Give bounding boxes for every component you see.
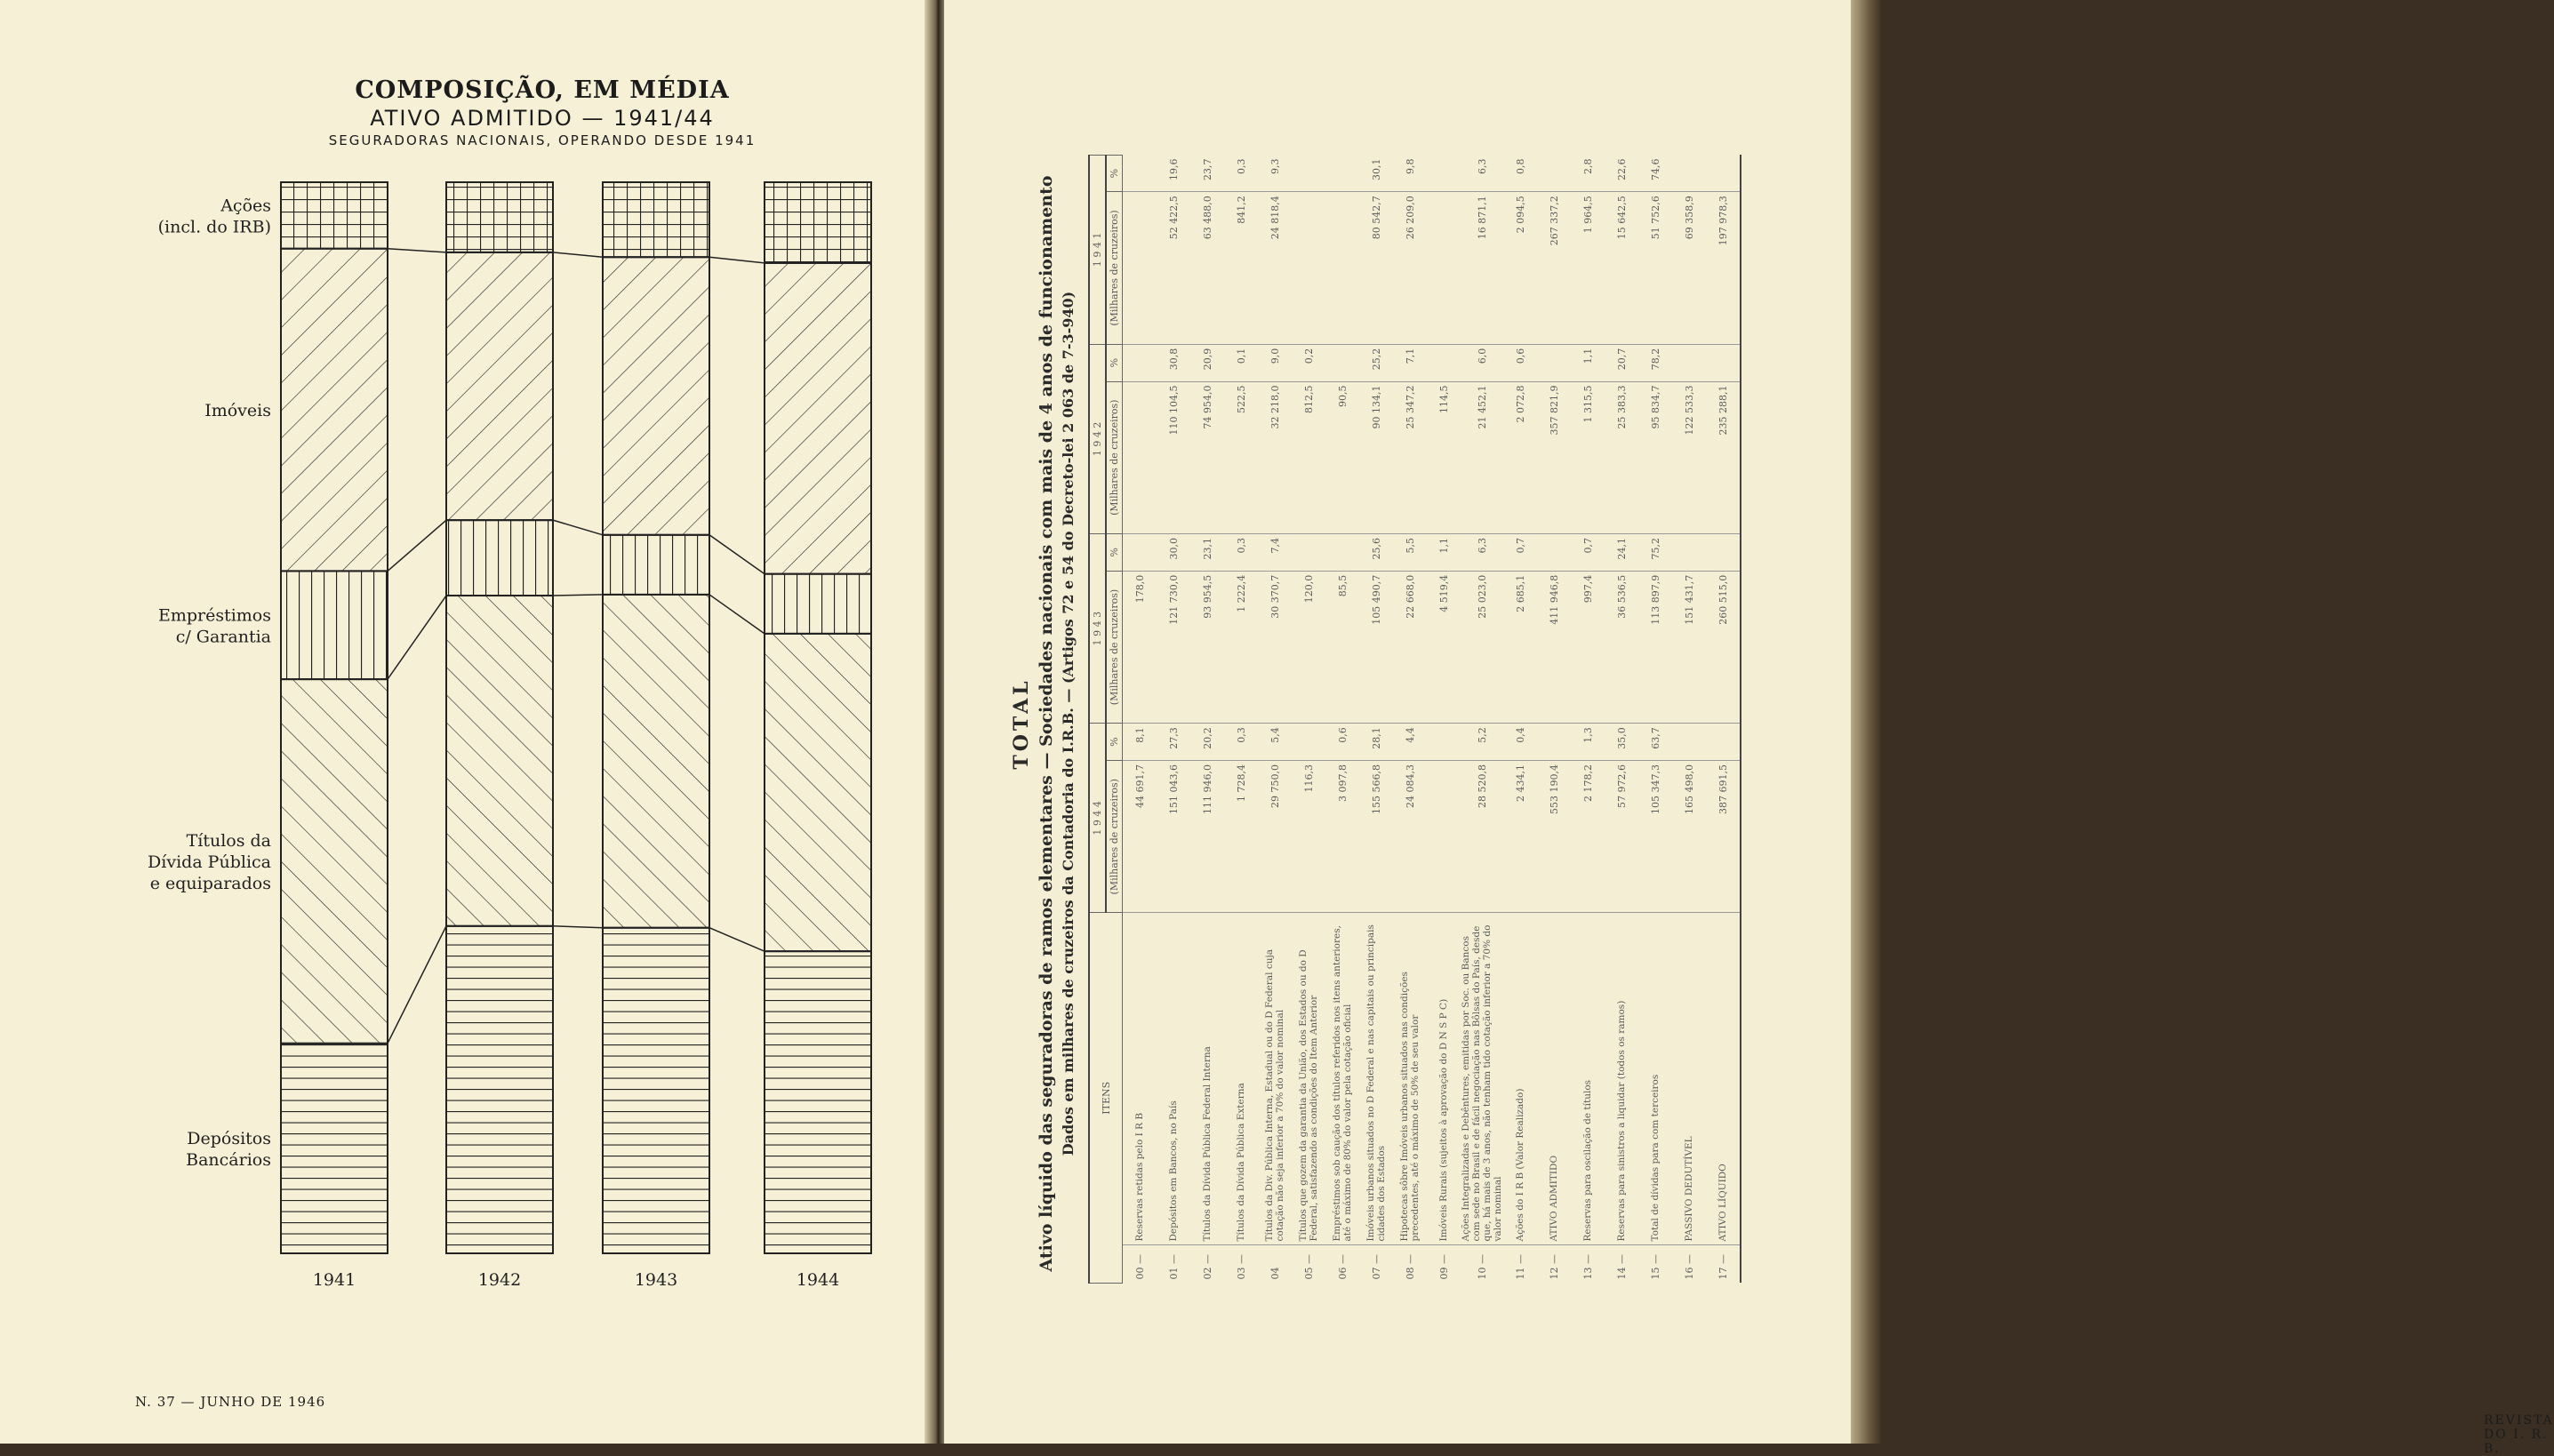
table-row [1427, 156, 1461, 1284]
cell-value: 63 488,0 [1190, 192, 1224, 344]
row-code: 10 — [1476, 1254, 1488, 1280]
cell-value: 24 818,4 [1258, 192, 1292, 344]
connector-line [553, 252, 603, 257]
bar-segment [446, 596, 553, 926]
col-header-items: ITENS [1089, 913, 1123, 1284]
col-header-value: (Milhares de cruzeiros) [1106, 381, 1123, 533]
cell-percent [1672, 724, 1706, 761]
cell-percent [1537, 344, 1571, 381]
cell-value: 553 190,4 [1537, 761, 1571, 913]
cell-value: 25 383,3 [1605, 381, 1638, 533]
table-row [1605, 156, 1638, 1284]
cell-value: 85,5 [1325, 571, 1359, 723]
cell-value: 25 347,2 [1393, 381, 1427, 533]
cell-percent: 5,5 [1393, 533, 1427, 571]
chart-title: COMPOSIÇÃO, EM MÉDIA [355, 76, 730, 104]
cell-value: 116,3 [1292, 761, 1325, 913]
cell-value: 2 072,8 [1503, 381, 1537, 533]
cell-value: 178,0 [1123, 571, 1157, 723]
row-code: 13 — [1581, 1254, 1594, 1280]
bar-segment [765, 574, 871, 634]
cell-value: 3 097,8 [1325, 761, 1359, 913]
col-header-year: 1 9 4 4 [1089, 724, 1106, 913]
cell-percent: 27,3 [1157, 724, 1190, 761]
cell-percent [1292, 724, 1325, 761]
bar-segment [281, 571, 388, 679]
table-row [1157, 156, 1190, 1284]
row-code: 16 — [1683, 1254, 1695, 1280]
cell-percent: 25,2 [1359, 344, 1393, 381]
cell-percent: 30,1 [1359, 156, 1393, 192]
cell-value: 105 347,3 [1638, 761, 1672, 913]
cell-percent: 35,0 [1605, 724, 1638, 761]
cell-percent: 8,1 [1123, 724, 1157, 761]
row-item-label: Reservas retidas pelo I R B [1123, 913, 1157, 1245]
cell-percent: 6,3 [1461, 533, 1503, 571]
cell-percent [1292, 156, 1325, 192]
cell-percent: 5,2 [1461, 724, 1503, 761]
cell-value: 260 515,0 [1706, 571, 1741, 723]
cell-value: 105 490,7 [1359, 571, 1393, 723]
col-header-pct: % [1106, 156, 1123, 192]
cell-percent: 2,8 [1571, 156, 1605, 192]
row-item-label: Depósitos em Bancos, no País [1157, 913, 1190, 1245]
cell-value: 15 642,5 [1605, 192, 1638, 344]
bar-segment [603, 257, 709, 535]
category-label: e equiparados [149, 873, 271, 893]
cell-value: 197 978,3 [1706, 192, 1741, 344]
cell-value: 95 834,7 [1638, 381, 1672, 533]
category-label: (incl. do IRB) [157, 217, 271, 237]
table-row [1224, 156, 1258, 1284]
row-code: 04 [1269, 1267, 1281, 1280]
connector-line [388, 249, 446, 252]
x-tick-label: 1941 [312, 1270, 356, 1290]
cell-value: 90,5 [1325, 381, 1359, 533]
cell-value: 114,5 [1427, 381, 1461, 533]
cell-percent: 6,3 [1461, 156, 1503, 192]
row-item-label: Títulos da Div. Pública Interna, Estadual ou do D Federal cuja cotação não seja inferior a 70% do valor nominal [1258, 913, 1292, 1245]
row-item-label: Ações do I R B (Valor Realizado) [1503, 913, 1537, 1245]
cell-percent [1706, 156, 1741, 192]
row-item-label: Ações Integralizadas e Debêntures, emitidas por Soc. ou Bancos com sede no Brasil e de fácil negociação nas Bôlsas do País, desde que, há mais de 3 anos, não tenham tido cotação inferior a 70% do valor nominal [1461, 913, 1503, 1245]
cell-value: 32 218,0 [1258, 381, 1292, 533]
row-item-label: Títulos da Dívida Pública Federal Interna [1190, 913, 1224, 1245]
table-row [1706, 156, 1741, 1284]
cell-value: 812,5 [1292, 381, 1325, 533]
table-row [1571, 156, 1605, 1284]
bar-segment [603, 928, 709, 1253]
table-body [1123, 156, 1741, 1284]
cell-value: 28 520,8 [1461, 761, 1503, 913]
cell-percent: 0,6 [1325, 724, 1359, 761]
table-row [1325, 156, 1359, 1284]
connector-line [553, 595, 603, 596]
cell-value: 2 685,1 [1503, 571, 1537, 723]
cell-percent: 0,2 [1292, 344, 1325, 381]
cell-percent: 19,6 [1157, 156, 1190, 192]
category-label: Títulos da [186, 830, 271, 851]
category-label: Imóveis [204, 401, 271, 421]
cell-percent: 1,1 [1427, 533, 1461, 571]
col-header-value: (Milhares de cruzeiros) [1106, 571, 1123, 723]
cell-percent: 9,0 [1258, 344, 1292, 381]
cell-percent [1123, 344, 1157, 381]
category-label: Ações [220, 196, 271, 216]
chart-subtitle: ATIVO ADMITIDO — 1941/44 [370, 106, 715, 131]
cell-value: 151 431,7 [1672, 571, 1706, 723]
cell-percent: 20,7 [1605, 344, 1638, 381]
cell-value: 267 337,2 [1537, 192, 1571, 344]
cell-value: 93 954,5 [1190, 571, 1224, 723]
row-item-label: Empréstimos sob caução dos títulos referidos nos itens anteriores, até o máximo de 80% do valor pela cotação oficial [1325, 913, 1359, 1245]
cell-value: 74 954,0 [1190, 381, 1224, 533]
table-row [1258, 156, 1292, 1284]
row-code: 08 — [1404, 1254, 1416, 1280]
cell-percent: 74,6 [1638, 156, 1672, 192]
table-row [1393, 156, 1427, 1284]
category-labels [148, 196, 271, 1170]
row-code: 14 — [1615, 1254, 1628, 1280]
table-row [1190, 156, 1224, 1284]
cell-value [1292, 192, 1325, 344]
cell-percent: 1,1 [1571, 344, 1605, 381]
cell-percent: 0,8 [1503, 156, 1537, 192]
row-code: 11 — [1514, 1254, 1526, 1280]
cell-value: 36 536,5 [1605, 571, 1638, 723]
row-item-label: ATIVO ADMITIDO [1537, 913, 1571, 1245]
x-tick-label: 1942 [477, 1270, 522, 1290]
cell-percent: 24,1 [1605, 533, 1638, 571]
x-axis-labels [313, 1270, 839, 1290]
table-row [1537, 156, 1571, 1284]
cell-value: 69 358,9 [1672, 192, 1706, 344]
data-table-wrapper [1088, 155, 1741, 1284]
col-header-pct: % [1106, 724, 1123, 761]
cell-percent: 28,1 [1359, 724, 1393, 761]
row-item-label: Reservas para oscilação de títulos [1571, 913, 1605, 1245]
cell-percent: 78,2 [1638, 344, 1672, 381]
cell-value: 357 821,9 [1537, 381, 1571, 533]
cell-percent: 0,1 [1224, 344, 1258, 381]
x-tick-label: 1944 [796, 1270, 840, 1290]
cell-value: 44 691,7 [1123, 761, 1157, 913]
cell-value: 997,4 [1571, 571, 1605, 723]
cell-percent: 9,3 [1258, 156, 1292, 192]
book-edge [1851, 0, 1882, 1444]
cell-value: 122 533,3 [1672, 381, 1706, 533]
connector-line [709, 928, 765, 951]
col-header-year: 1 9 4 1 [1089, 156, 1106, 345]
cell-value: 522,5 [1224, 381, 1258, 533]
cell-percent [1325, 344, 1359, 381]
row-code: 00 — [1133, 1254, 1146, 1280]
cell-value: 29 750,0 [1258, 761, 1292, 913]
cell-percent: 30,8 [1157, 344, 1190, 381]
cell-percent [1123, 156, 1157, 192]
cell-percent [1537, 156, 1571, 192]
row-item-label: Hipotecas sôbre Imóveis urbanos situados nas condições precedentes, até o máximo de 50% de seu valor [1393, 913, 1427, 1245]
connector-line [709, 257, 765, 263]
cell-percent [1427, 724, 1461, 761]
stacked-bar-chart [0, 0, 932, 1444]
cell-value: 2 434,1 [1503, 761, 1537, 913]
connector-line [553, 926, 603, 928]
left-page [0, 0, 932, 1444]
cell-percent: 23,7 [1190, 156, 1224, 192]
cell-value: 165 498,0 [1672, 761, 1706, 913]
cell-percent: 0,3 [1224, 533, 1258, 571]
cell-percent: 23,1 [1190, 533, 1224, 571]
bar-segment [603, 182, 709, 257]
cell-percent [1123, 533, 1157, 571]
table-row [1461, 156, 1503, 1284]
cell-percent: 0,4 [1503, 724, 1537, 761]
row-item-label: Títulos que gozem da garantia da União, dos Estados ou do D Federal, satisfazendo as condições do Item Anterior [1292, 913, 1325, 1245]
cell-percent: 0,3 [1224, 724, 1258, 761]
cell-percent: 9,8 [1393, 156, 1427, 192]
cell-value: 80 542,7 [1359, 192, 1393, 344]
bar-segment [765, 634, 871, 951]
cell-value: 2 094,5 [1503, 192, 1537, 344]
cell-value: 51 752,6 [1638, 192, 1672, 344]
cell-value [1123, 192, 1157, 344]
cell-percent: 22,6 [1605, 156, 1638, 192]
cell-value: 121 730,0 [1157, 571, 1190, 723]
cell-value: 24 084,3 [1393, 761, 1427, 913]
cell-percent [1672, 533, 1706, 571]
table-row [1292, 156, 1325, 1284]
cell-percent: 0,7 [1571, 533, 1605, 571]
bar-segment [446, 252, 553, 520]
row-code: 07 — [1370, 1254, 1382, 1280]
connector-line [709, 535, 765, 574]
cell-value: 1 222,4 [1224, 571, 1258, 723]
connector-line [388, 520, 446, 571]
cell-value: 155 566,8 [1359, 761, 1393, 913]
row-item-label: Imóveis Rurais (sujeitos à aprovação do D N S P C) [1427, 913, 1461, 1245]
row-item-label: PASSIVO DEDUTÍVEL [1672, 913, 1706, 1245]
cell-value: 1 315,5 [1571, 381, 1605, 533]
cell-percent [1672, 344, 1706, 381]
cell-percent [1537, 533, 1571, 571]
cell-value: 1 964,5 [1571, 192, 1605, 344]
bar-segment [765, 263, 871, 574]
cell-value: 30 370,7 [1258, 571, 1292, 723]
cell-value: 111 946,0 [1190, 761, 1224, 913]
cell-percent: 75,2 [1638, 533, 1672, 571]
bar-segment [281, 182, 388, 249]
table-row [1503, 156, 1537, 1284]
cell-value: 90 134,1 [1359, 381, 1393, 533]
bar-segment [765, 182, 871, 263]
connector-line [388, 926, 446, 1044]
cell-value: 841,2 [1224, 192, 1258, 344]
col-header-pct: % [1106, 344, 1123, 381]
row-code: 15 — [1649, 1254, 1661, 1280]
cell-value [1427, 192, 1461, 344]
row-code: 01 — [1167, 1254, 1180, 1280]
cell-percent [1706, 533, 1741, 571]
col-header-year: 1 9 4 3 [1089, 533, 1106, 723]
connector-line [388, 596, 446, 679]
cell-percent: 63,7 [1638, 724, 1672, 761]
cell-value [1427, 761, 1461, 913]
cell-value: 110 104,5 [1157, 381, 1190, 533]
category-label: c/ Garantia [175, 627, 271, 647]
cell-value: 113 897,9 [1638, 571, 1672, 723]
row-item-label: Reservas para sinistros a liquidar (todos os ramos) [1605, 913, 1638, 1245]
x-tick-label: 1943 [634, 1270, 678, 1290]
cell-value: 57 972,6 [1605, 761, 1638, 913]
cell-value: 52 422,5 [1157, 192, 1190, 344]
cell-percent [1292, 533, 1325, 571]
cell-percent [1537, 724, 1571, 761]
cell-value: 16 871,1 [1461, 192, 1503, 344]
bar-segment [446, 926, 553, 1253]
bar-segment [603, 595, 709, 928]
cell-value: 2 178,2 [1571, 761, 1605, 913]
bar-segment [446, 182, 553, 252]
row-item-label: Títulos da Dívida Pública Externa [1224, 913, 1258, 1245]
row-code: 17 — [1706, 1245, 1741, 1284]
cell-value: 1 728,4 [1224, 761, 1258, 913]
row-code: 12 — [1548, 1254, 1560, 1280]
cell-percent [1706, 344, 1741, 381]
cell-value: 25 023,0 [1461, 571, 1503, 723]
cell-percent [1427, 156, 1461, 192]
col-header-value: (Milhares de cruzeiros) [1106, 192, 1123, 344]
cell-percent [1325, 156, 1359, 192]
cell-value: 411 946,8 [1537, 571, 1571, 723]
data-table [1088, 155, 1741, 1284]
table-heading: TOTAL [1010, 677, 1033, 770]
table-row [1672, 156, 1706, 1284]
cell-percent [1325, 533, 1359, 571]
cell-value [1123, 381, 1157, 533]
bar-segment [281, 679, 388, 1044]
left-page-footer: N. 37 — JUNHO DE 1946 [135, 1394, 326, 1410]
cell-value: 22 668,0 [1393, 571, 1427, 723]
cell-percent: 4,4 [1393, 724, 1427, 761]
cell-percent [1706, 724, 1741, 761]
row-code: 09 — [1437, 1254, 1450, 1280]
col-header-year: 1 9 4 2 [1089, 344, 1106, 533]
cell-percent: 5,4 [1258, 724, 1292, 761]
bar-segment [281, 249, 388, 572]
cell-value: 235 288,1 [1706, 381, 1741, 533]
connector-line [709, 595, 765, 634]
category-label: Depósitos [187, 1128, 271, 1148]
cell-value: 120,0 [1292, 571, 1325, 723]
table-row [1359, 156, 1393, 1284]
cell-percent: 20,2 [1190, 724, 1224, 761]
rotated-table-block [1010, 146, 1783, 1301]
chart-subtitle-2: SEGURADORAS NACIONAIS, OPERANDO DESDE 1941 [328, 132, 757, 148]
bar-segment [603, 535, 709, 595]
cell-percent: 0,6 [1503, 344, 1537, 381]
cell-percent: 0,3 [1224, 156, 1258, 192]
category-label: Dívida Pública [148, 852, 271, 872]
bar-segment [281, 1044, 388, 1253]
table-row [1638, 156, 1672, 1284]
cell-percent: 7,1 [1393, 344, 1427, 381]
cell-value: 4 519,4 [1427, 571, 1461, 723]
cell-percent: 20,9 [1190, 344, 1224, 381]
table-subtitle-2: Dados em milhares de cruzeiros da Contadoria do I.R.B. — (Artigos 72 e 54 do Decreto-lei 2 063 de 7-3-940) [1060, 291, 1077, 1156]
row-code: 02 — [1201, 1254, 1213, 1280]
cell-percent: 0,7 [1503, 533, 1537, 571]
table-row [1123, 156, 1157, 1284]
row-item-label: ATIVO LÍQUIDO [1706, 913, 1741, 1245]
connector-line [553, 520, 603, 535]
cell-percent: 1,3 [1571, 724, 1605, 761]
cell-value: 21 452,1 [1461, 381, 1503, 533]
cell-percent: 25,6 [1359, 533, 1393, 571]
bar-segment [765, 951, 871, 1253]
bar-group [281, 182, 871, 1253]
cell-percent: 6,0 [1461, 344, 1503, 381]
table-subtitle: Ativo líquido das seguradoras de ramos elementares — Sociedades nacionais com mais de 4 anos de funcionamento [1037, 175, 1056, 1272]
row-code: 05 — [1302, 1254, 1315, 1280]
col-header-value: (Milhares de cruzeiros) [1106, 761, 1123, 913]
row-item-label: Imóveis urbanos situados no D Federal e nas capitais ou principais cidades dos Estados [1359, 913, 1393, 1245]
cell-value [1325, 192, 1359, 344]
category-label: Empréstimos [157, 605, 271, 626]
cell-percent [1672, 156, 1706, 192]
category-label: Bancários [186, 1149, 271, 1170]
cell-percent [1427, 344, 1461, 381]
cell-value: 26 209,0 [1393, 192, 1427, 344]
row-item-label: Total de dívidas para com terceiros [1638, 913, 1672, 1245]
cell-value: 151 043,6 [1157, 761, 1190, 913]
cell-percent: 30,0 [1157, 533, 1190, 571]
col-header-pct: % [1106, 533, 1123, 571]
right-page-footer: REVISTA DO I. R. B. [2484, 1413, 2554, 1456]
cell-percent: 7,4 [1258, 533, 1292, 571]
cell-value: 387 691,5 [1706, 761, 1741, 913]
row-code: 03 — [1235, 1254, 1247, 1280]
row-code: 06 — [1336, 1254, 1349, 1280]
bar-segment [446, 520, 553, 596]
